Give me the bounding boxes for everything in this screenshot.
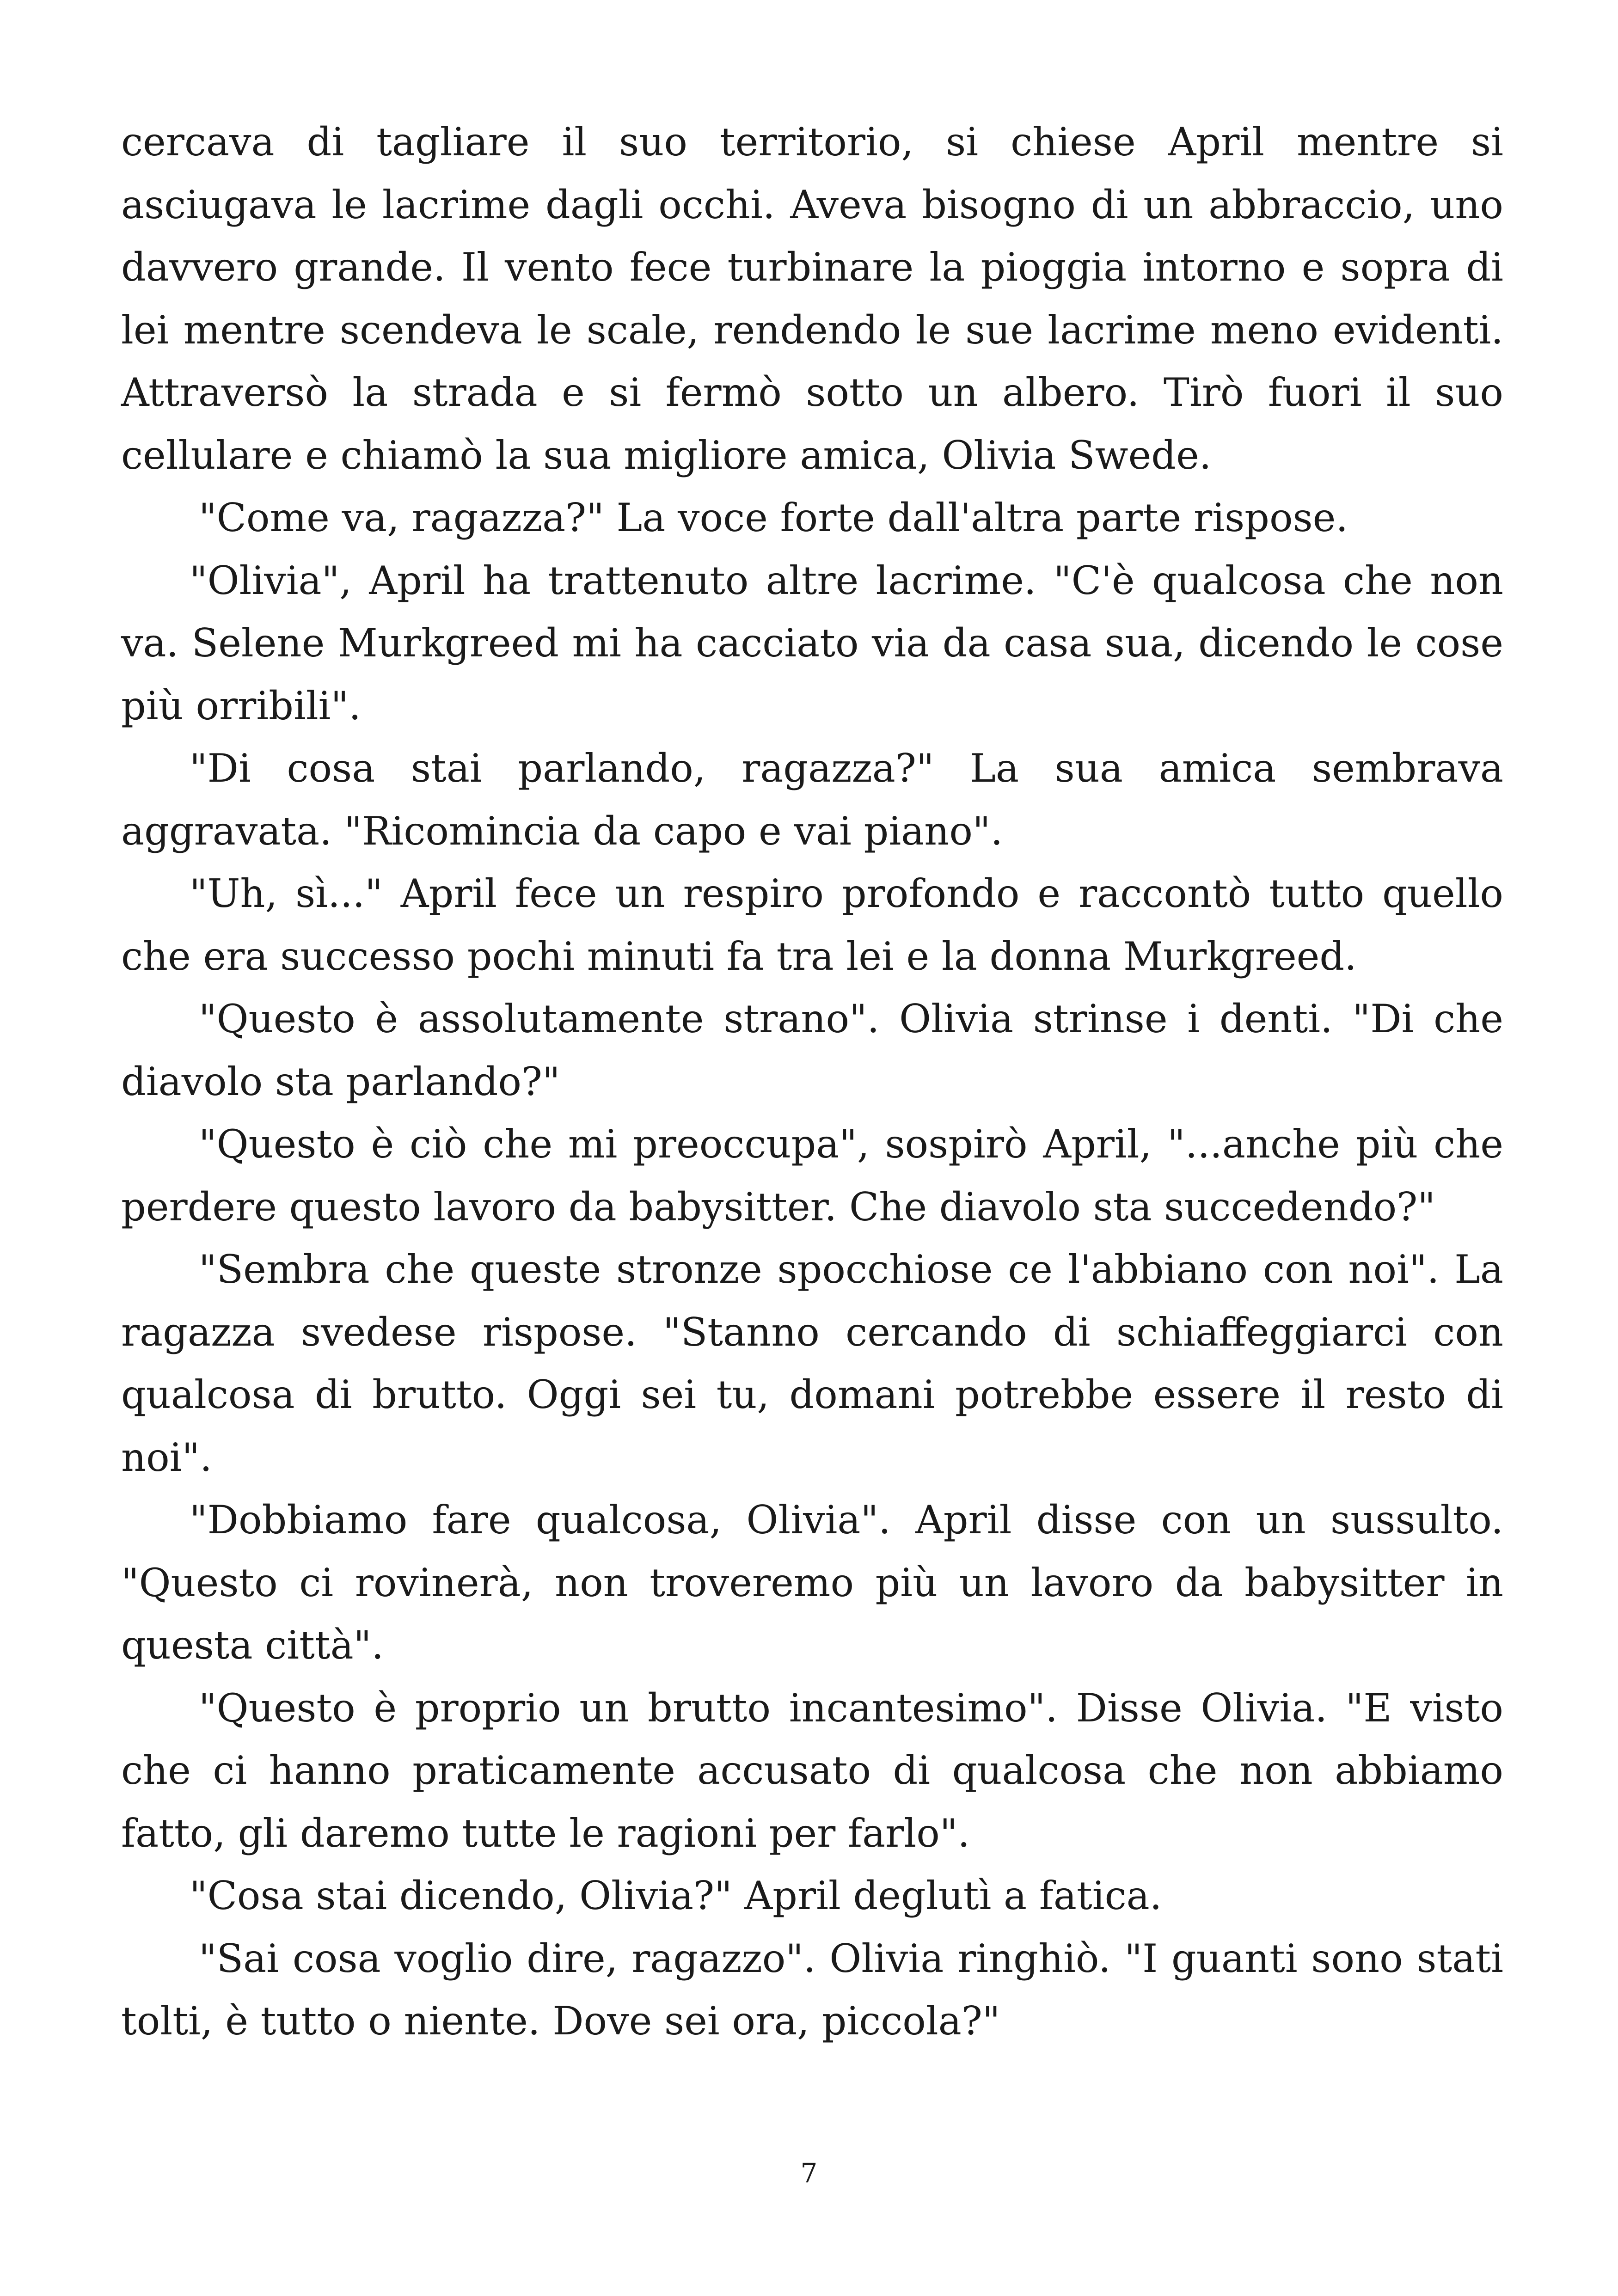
page-number: 7 (800, 2157, 818, 2189)
body-text (121, 111, 1503, 2053)
paragraph-12: "Sai cosa voglio dire, ragazzo". Olivia ringhiò. "I guanti sono stati tolti, è tutto o niente. Dove sei ora, piccola?" (121, 1935, 1503, 2044)
paragraph-9: "Dobbiamo fare qualcosa, Olivia". April disse con un sussulto. "Questo ci rovinerà, non troveremo più un lavoro da babysitter in questa città". (121, 1497, 1503, 1668)
paragraph-3: "Olivia", April ha trattenuto altre lacrime. "C'è qualcosa che non va. Selene Murkgreed mi ha cacciato via da casa sua, dicendo le cose più orribili". (121, 557, 1503, 729)
paragraph-4: "Di cosa stai parlando, ragazza?" La sua amica sembrava aggravata. "Ricomincia da capo e vai piano". (121, 746, 1503, 854)
paragraph-10: "Questo è proprio un brutto incantesimo". Disse Olivia. "E visto che ci hanno praticamente accusato di qualcosa che non abbiamo fatto, gli daremo tutte le ragioni per farlo". (121, 1685, 1503, 1856)
paragraph-1: cercava di tagliare il suo territorio, si chiese April mentre si asciugava le lacrime dagli occhi. Aveva bisogno di un abbraccio, uno davvero grande. Il vento fece turbinare la pioggia intorno e sopra di lei mentre scendeva le scale, rendendo le sue lacrime meno evidenti. Attraversò la strada e si fermò sotto un albero. Tirò fuori il suo cellulare e chiamò la sua migliore amica, Olivia Swede. (121, 119, 1503, 478)
paragraph-6: "Questo è assolutamente strano". Olivia strinse i denti. "Di che diavolo sta parlando?" (121, 996, 1503, 1104)
paragraph-5: "Uh, sì..." April fece un respiro profondo e raccontò tutto quello che era successo pochi minuti fa tra lei e la donna Murkgreed. (121, 871, 1503, 979)
paragraph-7: "Questo è ciò che mi preoccupa", sospirò April, "...anche più che perdere questo lavoro da babysitter. Che diavolo sta succedendo?" (121, 1121, 1503, 1230)
paragraph-11: "Cosa stai dicendo, Olivia?" April deglutì a fatica. (190, 1873, 1162, 1918)
paragraph-2: "Come va, ragazza?" La voce forte dall'altra parte rispose. (199, 495, 1348, 540)
paragraph-8: "Sembra che queste stronze spocchiose ce l'abbiano con noi". La ragazza svedese rispose. "Stanno cercando di schiaffeggiarci con qualcosa di brutto. Oggi sei tu, domani potrebbe essere il resto di noi". (121, 1247, 1503, 1480)
